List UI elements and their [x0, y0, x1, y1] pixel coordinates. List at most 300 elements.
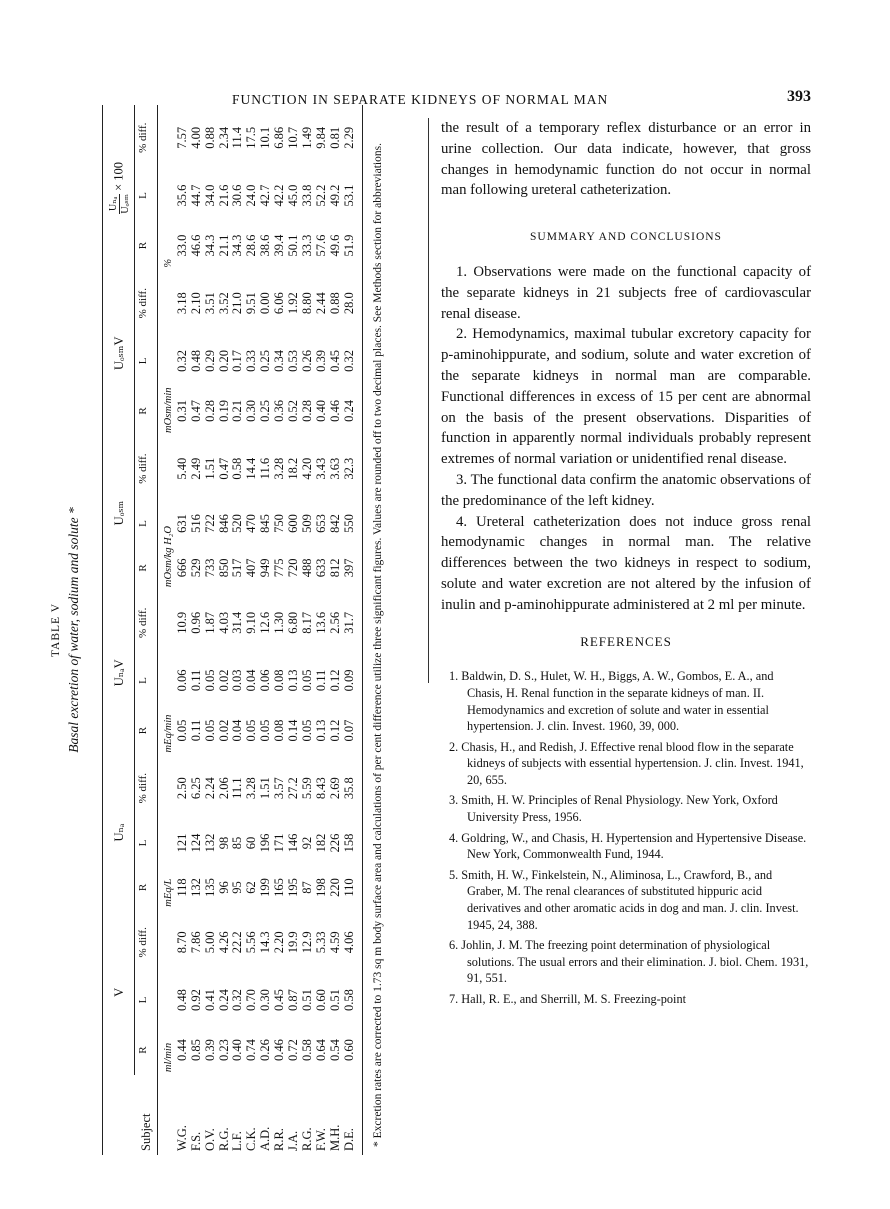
value-cell: 0.02	[216, 669, 231, 692]
value-cell: 733	[202, 558, 217, 578]
value-cell: 171	[272, 833, 287, 853]
value-cell: 0.54	[327, 1039, 342, 1062]
subject-header: Subject	[103, 1075, 158, 1155]
value-cell: 0.47	[216, 457, 231, 480]
value-cell: 0.41	[202, 989, 217, 1011]
value-cell: 2.20	[272, 931, 287, 954]
table-row	[273, 105, 287, 1155]
value-cell: 0.05	[299, 669, 314, 692]
value-cell: 96	[216, 881, 231, 894]
value-cell: 11.4	[230, 127, 245, 149]
group-unav: UₙₐV	[103, 590, 135, 755]
value-cell: 5.40	[174, 457, 189, 480]
value-cell: 0.25	[258, 349, 273, 372]
subheader-diff: % diff.	[135, 436, 158, 501]
value-cell: 775	[272, 558, 287, 578]
value-cell: 2.44	[313, 292, 328, 315]
value-cell: 0.88	[202, 126, 217, 149]
subheader-l: L	[135, 655, 158, 705]
value-cell: 3.63	[327, 457, 342, 480]
value-cell: 0.03	[230, 669, 245, 692]
subject-cell: D.E.	[343, 1075, 362, 1155]
subject-cell: R.G.	[299, 1127, 314, 1151]
value-cell: 0.60	[343, 1025, 362, 1075]
value-cell: 633	[313, 558, 328, 578]
value-cell: 0.08	[272, 669, 287, 692]
table-label: TABLE V	[50, 602, 62, 658]
value-cell: 3.28	[244, 777, 259, 800]
subheader-diff: % diff.	[135, 590, 158, 655]
unit-unav: mEq/min	[162, 714, 174, 753]
value-cell: 0.32	[343, 336, 362, 386]
value-cell: 34.0	[202, 184, 217, 207]
value-cell: 0.25	[258, 400, 273, 422]
value-cell: 11.6	[258, 457, 273, 480]
subject-cell: L.F.	[230, 1131, 245, 1151]
value-cell: 0.70	[244, 989, 259, 1011]
value-cell: 0.28	[202, 400, 217, 422]
value-cell: 949	[258, 558, 273, 578]
value-cell: 1.49	[299, 126, 314, 149]
value-cell: 2.29	[343, 105, 362, 170]
subheader-diff: % diff.	[135, 271, 158, 336]
value-cell: 8.80	[299, 292, 314, 315]
paragraph-top: the result of a temporary reflex disturbance or an error in urine collection. Our data indicate, however, that gross changes in hemodynamic function do not occur in normal man following ureteral catheterization.	[441, 120, 811, 199]
reference-item: 2. Chasis, H., and Redish, J. Effective renal blood flow in the separate kidneys of subjects with essential hypertension. J. clin. Invest. 1941, 20, 655.	[449, 739, 804, 787]
value-cell: 121	[174, 833, 189, 853]
value-cell: 3.43	[313, 457, 328, 480]
value-cell: 0.72	[286, 1039, 301, 1062]
value-cell: 0.34	[272, 349, 287, 372]
value-cell: 0.05	[299, 719, 314, 742]
value-cell: 2.50	[174, 777, 189, 800]
reference-item: 7. Hall, R. E., and Sherrill, M. S. Freezing-point	[449, 992, 687, 1007]
value-cell: 10.1	[258, 126, 273, 149]
value-cell: 2.56	[327, 611, 342, 634]
value-cell: 0.28	[299, 400, 314, 422]
value-cell: 0.14	[286, 719, 301, 742]
value-cell: 21.1	[216, 234, 231, 257]
value-cell: 850	[216, 558, 231, 578]
value-cell: 195	[286, 878, 301, 897]
value-cell: 198	[313, 878, 328, 897]
table-title: Basal excretion of water, sodium and solute *	[66, 507, 81, 753]
value-cell: 45.0	[286, 184, 301, 207]
value-cell: 0.30	[244, 400, 259, 422]
value-cell: 2.06	[216, 777, 231, 800]
value-cell: 11.1	[230, 777, 245, 799]
value-cell: 0.29	[202, 349, 217, 372]
value-cell: 57.6	[313, 234, 328, 257]
value-cell: 0.40	[230, 1039, 245, 1062]
value-cell: 0.21	[230, 400, 245, 422]
value-cell: 0.36	[272, 400, 287, 422]
reference-item: 1. Baldwin, D. S., Hulet, W. H., Biggs, A. W., Gombos, E. A., and Chasis, H. Renal function in the separate kidneys of man. II. Hemodynamics and excretion of solute and water in essential hypertension. J. clin. Invest. 1960, 39, 000.	[449, 669, 774, 734]
conclusion-paragraph: 4. Ureteral catheterization does not induce gross renal hemodynamic changes in normal man. The relative differences between the two kidneys in respect to sodium, solute and water excretion are not altered by the infusion of inulin and p-aminohippurate administered at 2 ml per minute.	[441, 513, 811, 613]
value-cell: 44.7	[188, 184, 203, 207]
value-cell: 9.51	[244, 292, 259, 315]
value-cell: 21.0	[230, 292, 245, 315]
subheader-l: L	[135, 336, 158, 386]
value-cell: 0.64	[313, 1039, 328, 1062]
value-cell: 124	[188, 833, 203, 853]
value-cell: 62	[244, 881, 259, 894]
value-cell: 0.48	[174, 989, 189, 1011]
value-cell: 0.48	[188, 349, 203, 372]
value-cell: 199	[258, 878, 273, 897]
value-cell: 19.9	[286, 931, 301, 954]
value-cell: 182	[313, 833, 328, 853]
value-cell: 2.49	[188, 457, 203, 480]
value-cell: 846	[216, 514, 231, 533]
rotated-table	[50, 105, 430, 1155]
unit-una: mEq/L	[162, 878, 174, 907]
value-cell: 51.9	[343, 221, 362, 271]
value-cell: 2.24	[202, 777, 217, 800]
value-cell: 0.26	[258, 1039, 273, 1062]
value-cell: 5.33	[313, 931, 328, 954]
value-cell: 196	[258, 833, 273, 853]
value-cell: 3.28	[272, 457, 287, 480]
references-heading: REFERENCES	[580, 633, 672, 649]
value-cell: 42.2	[272, 184, 287, 207]
value-cell: 10.9	[174, 611, 189, 634]
value-cell: 3.51	[202, 292, 217, 315]
value-cell: 53.1	[343, 170, 362, 220]
value-cell: 24.0	[244, 184, 259, 207]
value-cell: 0.87	[286, 989, 301, 1011]
subject-cell: J.A.	[286, 1130, 301, 1151]
value-cell: 12.6	[258, 611, 273, 634]
value-cell: 1.51	[258, 777, 273, 800]
value-cell: 8.70	[174, 931, 189, 954]
value-cell: 0.58	[343, 975, 362, 1025]
table-row	[343, 105, 362, 1155]
value-cell: 33.0	[174, 234, 189, 257]
subject-cell: M.H.	[327, 1124, 342, 1151]
value-cell: 0.74	[244, 1039, 259, 1062]
value-cell: 0.52	[286, 400, 301, 422]
text-column	[441, 118, 811, 1012]
value-cell: 33.3	[299, 234, 314, 257]
value-cell: 146	[286, 833, 301, 853]
value-cell: 226	[327, 833, 342, 853]
value-cell: 135	[202, 878, 217, 897]
value-cell: 0.06	[258, 669, 273, 692]
value-cell: 1.30	[272, 611, 287, 634]
conclusions	[441, 262, 811, 616]
table-row	[190, 105, 204, 1155]
value-cell: 35.8	[343, 756, 362, 821]
value-cell: 722	[202, 514, 217, 533]
references-list	[441, 668, 811, 1007]
group-uosmv: UₒₛₘV	[103, 271, 135, 436]
value-cell: 0.40	[313, 400, 328, 422]
value-cell: 3.18	[174, 292, 189, 315]
page-number: 393	[787, 88, 811, 105]
value-cell: 6.80	[286, 611, 301, 634]
value-cell: 0.23	[216, 1039, 231, 1062]
value-cell: 3.57	[272, 777, 287, 800]
value-cell: 0.85	[188, 1039, 203, 1062]
value-cell: 516	[188, 514, 203, 533]
table-row	[287, 105, 301, 1155]
value-cell: 842	[327, 514, 342, 533]
value-cell: 517	[230, 558, 245, 578]
value-cell: 158	[343, 821, 362, 865]
value-cell: 85	[230, 836, 245, 850]
value-cell: 0.11	[188, 669, 203, 692]
running-title: FUNCTION IN SEPARATE KIDNEYS OF NORMAL MAN	[232, 92, 609, 107]
column-divider	[428, 118, 429, 683]
value-cell: 2.10	[188, 292, 203, 315]
value-cell: 9.10	[244, 611, 259, 634]
value-cell: 5.00	[202, 931, 217, 954]
value-cell: 2.34	[216, 126, 231, 149]
table-row	[204, 105, 218, 1155]
value-cell: 0.39	[313, 349, 328, 372]
group-v: V	[103, 910, 135, 1075]
value-cell: 0.09	[343, 655, 362, 705]
table-row	[231, 105, 245, 1155]
value-cell: 14.4	[244, 457, 259, 480]
value-cell: 600	[286, 514, 301, 533]
value-cell: 666	[174, 558, 189, 578]
value-cell: 22.2	[230, 931, 245, 954]
value-cell: 28.0	[343, 271, 362, 336]
value-cell: 12.9	[299, 931, 314, 954]
value-cell: 520	[230, 514, 245, 533]
value-cell: 550	[343, 501, 362, 545]
unit-v: ml/min	[162, 1042, 174, 1073]
value-cell: 5.56	[244, 931, 259, 954]
subject-cell: O.V.	[202, 1128, 217, 1151]
value-cell: 0.33	[244, 349, 259, 372]
value-cell: 0.32	[230, 989, 245, 1011]
value-cell: 0.17	[230, 349, 245, 372]
reference-item: 3. Smith, H. W. Principles of Renal Physiology. New York, Oxford University Press, 1956.	[449, 793, 778, 825]
value-cell: 46.6	[188, 234, 203, 257]
unit-ratio: %	[162, 258, 174, 268]
value-cell: 0.04	[230, 719, 245, 742]
value-cell: 118	[174, 878, 189, 897]
value-cell: 0.13	[313, 719, 328, 742]
summary-heading: SUMMARY AND CONCLUSIONS	[530, 231, 722, 244]
value-cell: 509	[299, 514, 314, 533]
subject-cell: R.R.	[272, 1128, 287, 1151]
value-cell: 0.46	[327, 400, 342, 422]
value-cell: 0.44	[174, 1039, 189, 1062]
value-cell: 4.06	[343, 910, 362, 975]
value-cell: 0.06	[174, 669, 189, 692]
value-cell: 98	[216, 836, 231, 850]
subheader-l: L	[135, 975, 158, 1025]
value-cell: 470	[244, 514, 259, 533]
value-cell: 488	[299, 558, 314, 578]
value-cell: 4.03	[216, 611, 231, 634]
table-row	[301, 105, 315, 1155]
value-cell: 0.47	[188, 400, 203, 422]
value-cell: 33.8	[299, 184, 314, 207]
units-blank	[157, 1075, 175, 1155]
value-cell: 32.3	[343, 436, 362, 501]
value-cell: 812	[327, 558, 342, 578]
value-cell: 0.58	[299, 1039, 314, 1062]
value-cell: 0.20	[216, 349, 231, 372]
value-cell: 31.7	[343, 590, 362, 655]
value-cell: 0.30	[258, 989, 273, 1011]
value-cell: 39.4	[272, 234, 287, 257]
value-cell: 0.00	[258, 292, 273, 315]
subheader-diff: % diff.	[135, 756, 158, 821]
value-cell: 49.6	[327, 234, 342, 257]
table-row	[218, 105, 232, 1155]
value-cell: 4.59	[327, 931, 342, 954]
value-cell: 0.96	[188, 611, 203, 634]
value-cell: 34.3	[230, 234, 245, 257]
value-cell: 0.24	[343, 386, 362, 436]
value-cell: 0.88	[327, 292, 342, 315]
value-cell: 7.86	[188, 931, 203, 954]
value-cell: 220	[327, 878, 342, 897]
value-cell: 0.11	[188, 719, 203, 742]
conclusion-paragraph: 3. The functional data confirm the anatomic observations of the predominance of the left kidney.	[441, 471, 811, 509]
subheader-l: L	[135, 821, 158, 865]
value-cell: 34.3	[202, 234, 217, 257]
value-cell: 14.3	[258, 931, 273, 954]
subject-cell: R.G.	[216, 1127, 231, 1151]
value-cell: 0.26	[299, 349, 314, 372]
group-uosm: Uₒₛₘ	[103, 436, 135, 590]
conclusion-paragraph: 2. Hemodynamics, maximal tubular excretory capacity for p-aminohippurate, and sodium, solute and water excretion of the separate kidneys in normal man are comparable. Functional differences in excess of 15 per cent are abnormal on the basis of the present observations. Disparities of function in apparently normal individuals probably represent extremes of normal variation or unidentified renal disease.	[441, 326, 811, 468]
subheader-r: R	[135, 865, 158, 909]
reference-item: 6. Johlin, J. M. The freezing point determination of physiological solutions. The usual errors and their elimination. J. biol. Chem. 1931, 91, 551.	[449, 938, 809, 986]
value-cell: 0.51	[327, 989, 342, 1011]
value-cell: 30.6	[230, 184, 245, 207]
value-cell: 0.46	[272, 1039, 287, 1062]
value-cell: 0.19	[216, 400, 231, 422]
table-row	[245, 105, 259, 1155]
value-cell: 0.24	[216, 989, 231, 1011]
value-cell: 8.17	[299, 611, 314, 634]
subheader-r: R	[135, 386, 158, 436]
table-row	[329, 105, 343, 1155]
data-table	[102, 105, 363, 1155]
value-cell: 0.45	[272, 989, 287, 1011]
table-footnote: * Excretion rates are corrected to 1.73 sq m body surface area and calculations of per cent difference utilize three significant figures. Values are rounded off to two decimal places. See Methods section for abbreviations.	[371, 143, 384, 1147]
value-cell: 38.6	[258, 234, 273, 257]
value-cell: 0.51	[299, 989, 314, 1011]
value-cell: 49.2	[327, 184, 342, 207]
value-cell: 132	[202, 833, 217, 853]
value-cell: 4.20	[299, 457, 314, 480]
value-cell: 0.32	[174, 349, 189, 372]
value-cell: 17.5	[244, 126, 259, 149]
value-cell: 60	[244, 836, 259, 850]
unit-uosm: mOsm/kg H₂O	[162, 526, 174, 588]
value-cell: 0.12	[327, 669, 342, 692]
value-cell: 0.81	[327, 126, 342, 149]
value-cell: 1.87	[202, 611, 217, 634]
subheader-r: R	[135, 1025, 158, 1075]
subheader-r: R	[135, 221, 158, 271]
value-cell: 720	[286, 558, 301, 578]
value-cell: 92	[299, 836, 314, 850]
value-cell: 8.43	[313, 777, 328, 800]
value-cell: 132	[188, 878, 203, 897]
value-cell: 42.7	[258, 184, 273, 207]
subheader-diff: % diff.	[135, 105, 158, 170]
group-una: Uₙₐ	[103, 756, 135, 910]
value-cell: 0.13	[286, 669, 301, 692]
value-cell: 529	[188, 558, 203, 578]
reference-item: 4. Goldring, W., and Chasis, H. Hypertension and Hypertensive Disease. New York, Commonwealth Fund, 1944.	[449, 830, 807, 862]
reference-item: 5. Smith, H. W., Finkelstein, N., Aliminosa, L., Crawford, B., and Graber, M. The renal clearances of substituted hippuric acid derivatives and other aromatic acids in dog and man. J. clin. Invest. 1945, 24, 388.	[449, 867, 799, 932]
table-row	[315, 105, 329, 1155]
value-cell: 397	[343, 546, 362, 590]
value-cell: 110	[343, 865, 362, 909]
value-cell: 7.57	[174, 126, 189, 149]
subject-cell: A.D.	[258, 1126, 273, 1151]
value-cell: 27.2	[286, 777, 301, 800]
value-cell: 3.52	[216, 292, 231, 315]
value-cell: 0.04	[244, 669, 259, 692]
value-cell: 87	[299, 881, 314, 894]
subheader-r: R	[135, 546, 158, 590]
value-cell: 1.51	[202, 457, 217, 480]
value-cell: 0.58	[230, 457, 245, 480]
value-cell: 2.69	[327, 777, 342, 800]
value-cell: 0.12	[327, 719, 342, 742]
value-cell: 407	[244, 558, 259, 578]
value-cell: 28.6	[244, 234, 259, 257]
value-cell: 0.05	[174, 719, 189, 742]
subject-cell: C.K.	[244, 1127, 259, 1151]
value-cell: 0.53	[286, 349, 301, 372]
value-cell: 0.92	[188, 989, 203, 1011]
subheader-r: R	[135, 705, 158, 755]
value-cell: 845	[258, 514, 273, 533]
value-cell: 0.05	[258, 719, 273, 742]
value-cell: 10.7	[286, 126, 301, 149]
value-cell: 18.2	[286, 457, 301, 480]
subject-cell: F.S.	[188, 1131, 203, 1151]
table-row	[176, 105, 190, 1155]
subject-cell: F.W.	[313, 1128, 328, 1151]
value-cell: 0.02	[216, 719, 231, 742]
value-cell: 631	[174, 514, 189, 533]
value-cell: 31.4	[230, 611, 245, 634]
value-cell: 0.31	[174, 400, 189, 422]
value-cell: 0.39	[202, 1039, 217, 1062]
group-ratio: Uₙₐ Uₒₛₘ × 100	[103, 105, 135, 271]
value-cell: 6.86	[272, 126, 287, 149]
value-cell: 35.6	[174, 184, 189, 207]
subheader-l: L	[135, 501, 158, 545]
value-cell: 165	[272, 878, 287, 897]
value-cell: 13.6	[313, 611, 328, 634]
value-cell: 4.00	[188, 126, 203, 149]
subheader-diff: % diff.	[135, 910, 158, 975]
value-cell: 0.45	[327, 349, 342, 372]
value-cell: 0.05	[202, 719, 217, 742]
value-cell: 6.25	[188, 777, 203, 800]
value-cell: 95	[230, 881, 245, 894]
subheader-l: L	[135, 170, 158, 220]
value-cell: 52.2	[313, 184, 328, 207]
value-cell: 750	[272, 514, 287, 533]
value-cell: 0.05	[202, 669, 217, 692]
